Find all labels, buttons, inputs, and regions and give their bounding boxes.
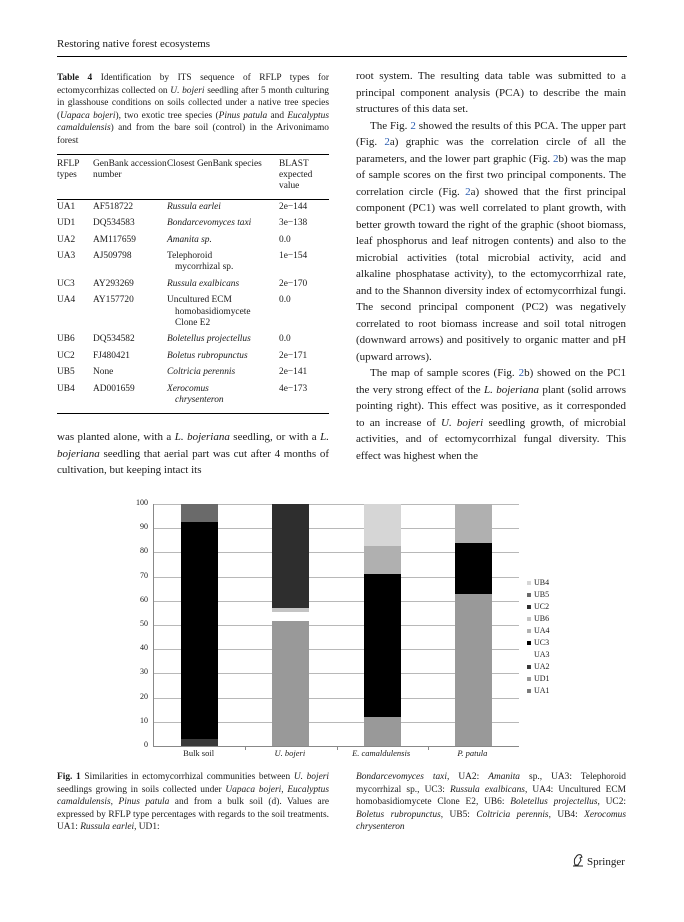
legend-item [527,637,550,649]
species-line: Coltricia perennis [167,367,236,378]
species-line: Telephoroid [167,251,213,261]
text-run: was planted alone, with a [57,431,175,443]
text-run: seedling after 5 month culturing in glasshouse conditions on soils collected under a native tree species ( [57,85,329,121]
x-axis-label: E. camaldulensis [352,748,411,758]
y-tick-label: 90 [140,522,148,532]
text-run[interactable]: 2 [410,119,416,132]
paragraph: root system. The resulting data table was submitted to a principal component analysis (PCA) to describe the main structures of this data set. [356,70,626,115]
segment-ub5 [181,504,218,522]
legend-label: UB6 [534,614,550,623]
table-4-caption-text [57,73,329,146]
text-run: , UA4: Uncultured ECM homobasidiomycete Clone E2, UB6: [356,784,626,808]
legend-label: UA3 [534,650,550,659]
segment-ud1 [455,594,492,746]
cell-rflp: UB4 [57,383,75,394]
cell-blast: 2e−170 [279,278,308,289]
col-header-rflp: RFLP types [57,155,93,200]
segment-ud1 [364,717,401,746]
segment-uc3 [455,543,492,594]
cell-accession: AM117659 [93,234,136,245]
legend-item [527,661,550,673]
legend-swatch [527,581,531,585]
bar-p-patula [455,504,492,746]
segment-ua4 [455,504,492,543]
text-run: Fig. 1 [57,772,81,782]
cell-species [167,332,279,348]
table-4-caption [57,72,329,148]
table-row [57,277,329,293]
text-run: a) graphic was the correlation circle of all the parameters, and the lower part graphic (Fig. [356,136,626,165]
text-run: seedling, or with a [229,431,321,443]
cell-rflp: UD1 [57,218,76,229]
legend-label: UA2 [534,662,550,671]
text-run: The Fig. [370,119,411,132]
segment-ua3 [272,612,309,622]
text-run: The map of sample scores (Fig. [370,367,519,379]
species-line: Amanita sp. [167,234,212,245]
species-line: Clone E2 [175,318,211,329]
publisher-name: Springer [587,855,625,868]
y-tick-label: 80 [140,546,148,556]
cell-species [167,199,279,216]
legend-item [527,601,550,613]
header-rule [57,56,627,57]
legend-item [527,589,550,601]
text-run: Pinus patula [118,797,170,808]
text-run: seedlings growing in soils collected under [57,784,226,795]
text-run: showed the results of this PCA. The upper part (Fig. [356,119,626,148]
table-row [57,199,329,216]
species-line: Russula earlei [167,201,221,212]
cell-rflp: UA1 [57,201,76,212]
text-run: U. bojeri [170,85,205,96]
text-run[interactable]: 2 [465,185,471,198]
cell-accession: DQ534583 [93,218,135,229]
legend-swatch [527,677,531,681]
text-run: Identification by ITS sequence of RFLP types for ectomycorrhizas collected on [57,73,329,96]
x-axis-label: P. patula [457,748,488,758]
cell-blast: 2e−141 [279,367,308,378]
table-4-label: Table 4 [57,73,93,83]
legend-swatch [527,617,531,621]
cell-rflp: UC2 [57,350,75,361]
cell-rflp: UA4 [57,295,76,306]
cell-species [167,365,279,381]
text-run: L. bojeriana [174,431,230,443]
legend-swatch [527,689,531,693]
text-run: seedling that aerial part was cut after 4 months of cultivation, but keeping intact its [57,447,329,476]
table-row [57,233,329,249]
cell-blast: 1e−154 [279,251,308,261]
legend-item [527,673,550,685]
legend-item [527,613,550,625]
cell-blast: 0.0 [279,334,291,345]
cell-species [167,233,279,249]
paragraph [57,429,329,479]
text-run: ), two exotic tree species ( [115,110,219,121]
table-4 [57,155,329,410]
text-run: L. bojeriana [57,431,329,460]
text-run[interactable]: 2 [518,367,525,379]
segment-ua4 [364,546,401,574]
legend-swatch [527,641,531,645]
bar-u-bojeri [272,504,309,746]
bar-e-camaldulensis [364,504,401,746]
text-run: ) and from the bare soil (control) in the Arivonimamo forest [57,123,329,146]
legend-label: UD1 [534,674,550,683]
cell-rflp: UB5 [57,367,75,378]
text-run: Eucalyptus camaldulensis [57,784,329,808]
legend-swatch [527,653,531,657]
table-row [57,216,329,232]
cell-accession: AY293269 [93,278,134,289]
text-run: seedling growth, of microbial activities, and of ectomycorrhizal fungal diversity. This effect was highest when the [356,416,626,462]
legend-label: UB5 [534,590,550,599]
text-run: Uapaca bojeri [225,784,282,795]
segment-ud1 [272,621,309,746]
text-run: sp., UA3: Telephoroid mycorrhizal sp., UC3: [356,772,626,795]
text-run: U. bojeri [441,416,484,429]
paragraph [356,365,626,464]
y-tick-label: 60 [140,594,148,604]
species-line: chrysenteron [175,395,224,406]
chart-legend [527,577,550,697]
cell-blast: 2e−144 [279,201,308,212]
cell-species [167,277,279,293]
col-header-accession: GenBank accession number [93,155,167,200]
text-run: , UB4: [548,809,585,820]
legend-swatch [527,665,531,669]
figure-1-caption-left [57,771,329,834]
cell-accession: AF518722 [93,201,134,212]
cell-accession: None [93,367,114,378]
text-run: Bondarcevomyces taxi [356,772,447,782]
table-row [57,382,329,410]
text-run: U. bojeri [293,772,329,782]
cell-species [167,349,279,365]
x-axis-label: U. bojeri [274,748,306,758]
y-tick-label: 40 [140,643,148,653]
table-header-row [57,155,329,200]
text-run: , [281,784,288,795]
cell-accession: AY157720 [93,295,134,306]
legend-swatch [527,605,531,609]
springer-horse-icon [572,853,584,870]
legend-label: UA4 [534,626,550,635]
table-row [57,349,329,365]
species-line: homobasidiomycete [175,306,251,317]
legend-swatch [527,593,531,597]
cell-blast: 0.0 [279,295,291,306]
segment-uc2 [272,504,309,608]
text-run: Pinus patula [218,110,268,121]
legend-item [527,685,550,697]
species-line: Boletellus projectellus [167,334,251,345]
text-run: Boletus rubropunctus [356,809,441,820]
cell-blast: 3e−138 [279,218,308,229]
legend-label: UB4 [534,578,550,587]
y-tick-label: 100 [136,498,148,507]
text-run: L. bojeriana [483,383,539,396]
text-run: Coltricia perennis [476,809,549,820]
cell-rflp: UA2 [57,234,76,245]
y-tick-label: 70 [140,570,148,580]
text-run: b) showed on the PC1 the very strong effect of the [356,367,626,396]
text-run: a) showed that the first principal component (PC1) was well correlated to plant growth, with better growth toward the right of the graphic (shoot biomass, leaf phosphorus and leaf nitrogen contents) and also to the microbial activities (total microbial activity, acid and alkaline phosphatase activity), to the ectomycorrhizal rate, and to the Shannon diversity index of ectomycorrhizal fungi. The second principal component (PC2) was negatively correlated to root biomass increase and soil total nitrogen (downward arrows) and positively to organic matter and pH (upward arrows). [356,185,627,363]
legend-item [527,577,550,589]
text-run[interactable]: 2 [553,152,559,165]
cell-accession: AJ509798 [93,251,132,261]
cell-rflp: UB6 [57,334,75,345]
y-tick-label: 20 [140,691,148,701]
text-run: Similarities in ectomycorrhizal communities between [80,772,294,782]
col-header-blast: BLAST expected value [279,155,329,200]
legend-item [527,649,550,661]
text-run: , UB5: [440,809,477,820]
text-run: and from a bulk soil (d). Values are expressed by RFLP type percentages with regards to the soil treatments. UA1: [57,797,329,833]
legend-item [527,625,550,637]
cell-rflp: UA3 [57,251,76,261]
text-run[interactable]: 2 [384,136,390,148]
legend-label: UC2 [534,602,550,611]
table-bottom-rule [57,413,329,414]
text-run: and [267,110,288,121]
running-title: Restoring native forest ecosystems [57,38,211,50]
cell-species [167,216,279,232]
species-line: mycorrhizal sp. [175,262,234,273]
bar-bulk-soil [181,504,218,746]
text-run: , [110,797,119,808]
cell-accession: FJ480421 [93,350,130,361]
x-axis-label: Bulk soil [183,748,215,758]
cell-blast: 0.0 [279,234,291,245]
cell-species [167,293,279,332]
cell-species [167,382,279,410]
paragraph [356,118,626,366]
right-column-text [356,68,626,464]
cell-blast: 4e−173 [279,383,308,394]
text-run: plant (solid arrows pointing right). This effect was positive, as it corresponded to an increase of [356,383,626,429]
text-run: , UA2: [446,772,489,782]
table-row [57,249,329,277]
text-run: b) was the map of sample scores on the first two principal components. The correlation circle (Fig. [356,152,626,198]
table-4-block [57,72,329,414]
plot-area [136,498,519,749]
legend-label: UA1 [534,686,550,695]
y-tick-label: 50 [140,619,148,628]
text-run: Amanita [488,772,520,782]
text-run: Uapaca bojeri [60,110,116,121]
y-tick-label: 30 [140,667,148,677]
y-tick-label: 10 [140,715,148,725]
table-row [57,332,329,348]
table-row [57,365,329,381]
text-run: , UC2: [597,797,626,808]
publisher-logo [572,853,625,870]
text-run: Russula exalbicans [450,784,525,795]
cell-species [167,249,279,277]
species-line: Bondarcevomyces taxi [167,218,252,229]
segment-ub4 [364,504,401,546]
legend-label: UC3 [534,638,550,647]
table-row [57,293,329,332]
segment-ua2 [181,739,218,746]
cell-accession: DQ534582 [93,334,135,345]
text-run: Boletellus projectellus [510,797,598,808]
species-line: Russula exalbicans [167,278,240,289]
text-run: , UD1: [134,822,160,833]
left-column-text [57,429,329,479]
cell-rflp: UC3 [57,278,75,289]
species-line: Uncultured ECM [167,295,232,306]
text-run: Xerocomus chrysenteron [356,809,626,833]
legend-swatch [527,629,531,633]
figure-1-stacked-bar-chart [125,497,565,767]
species-line: Boletus rubropunctus [167,350,248,361]
cell-blast: 2e−171 [279,350,308,361]
figure-1-caption-right [356,771,626,834]
y-tick-label: 0 [144,740,148,749]
text-run: Russula earlei [80,822,135,833]
segment-uc3 [364,574,401,717]
cell-accession: AD001659 [93,383,135,394]
species-line: Xerocomus [167,383,209,394]
segment-uc3 [181,522,218,739]
col-header-species: Closest GenBank species [167,155,279,200]
text-run: Eucalyptus camaldulensis [57,110,329,134]
table-4-body [57,199,329,409]
